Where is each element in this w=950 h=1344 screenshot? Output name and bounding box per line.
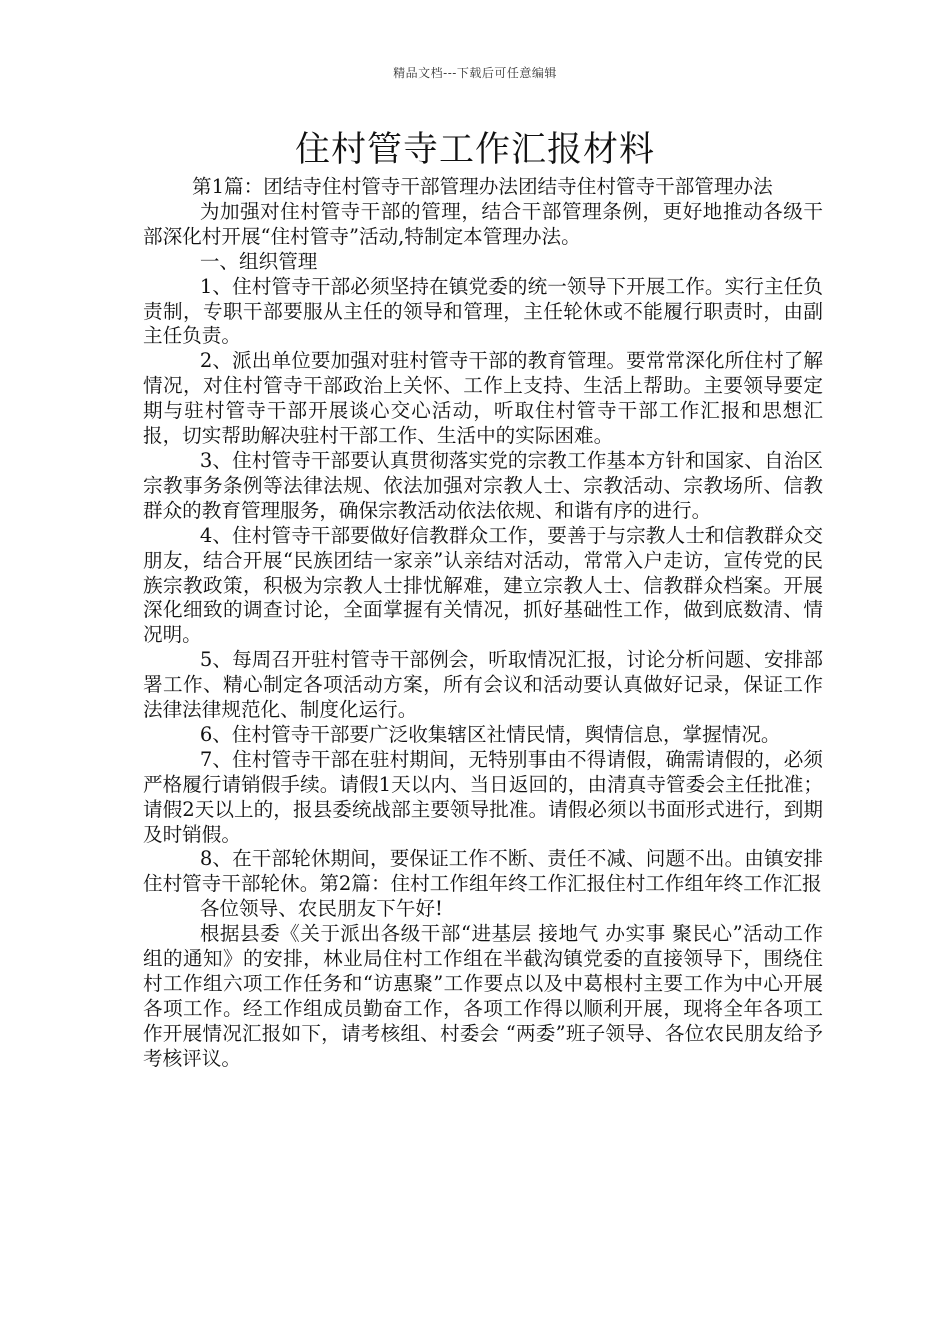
paragraph-greeting: 各位领导、农民朋友下午好! bbox=[199, 897, 443, 921]
paragraph-item-8: 8、在干部轮休期间，要保证工作不断、责任不减、问题不出。由镇安排住村管寺干部轮休。第2篇：住村工作组年终工作汇报住村工作组年终工作汇报 bbox=[143, 847, 823, 896]
paragraph-item-7: 7、住村管寺干部在驻村期间，无特别事由不得请假，确需请假的，必须严格履行请销假手续。请假1天以内、当日返回的，由清真寺管委会主任批准；请假2天以上的，报县委统战部主要领导批准。请假必须以书面形式进行，到期及时销假。 bbox=[143, 747, 823, 846]
paragraph-item-2: 2、派出单位要加强对驻村管寺干部的教育管理。要常常深化所住村了解情况，对住村管寺干部政治上关怀、工作上支持、生活上帮助。主要领导要定期与驻村管寺干部开展谈心交心活动，听取住村管寺干部工作汇报和思想汇报，切实帮助解决驻村干部工作、生活中的实际困难。 bbox=[143, 349, 823, 448]
paragraph-part-heading: 第1篇：团结寺住村管寺干部管理办法团结寺住村管寺干部管理办法 bbox=[192, 175, 773, 198]
paragraph-item-6: 6、住村管寺干部要广泛收集辖区社情民情，舆情信息，掌握情况。 bbox=[199, 722, 781, 746]
paragraph-intro: 为加强对住村管寺干部的管理，结合干部管理条例，更好地推动各级干部深化村开展“住村管寺”活动,特制定本管理办法。 bbox=[143, 199, 823, 248]
page-header: 精品文档---下载后可任意编辑 bbox=[393, 66, 557, 80]
section-heading: 一、组织管理 bbox=[199, 249, 318, 273]
document-title: 住村管寺工作汇报材料 bbox=[294, 130, 655, 170]
paragraph-report-intro: 根据县委《关于派出各级干部“进基层 接地气 办实事 聚民心”活动工作组的通知》的安排，林业局住村工作组在半截沟镇党委的直接领导下，围绕住村工作组六项工作任务和“访惠聚”工作要点以及中葛根村主要工作为中心开展各项工作。经工作组成员勤奋工作，各项工作得以顺利开展，现将全年各项工作开展情况汇报如下，请考核组、村委会 “两委”班子领导、各位农民朋友给予考核评议。 bbox=[143, 922, 823, 1070]
paragraph-item-1: 1、住村管寺干部必须坚持在镇党委的统一领导下开展工作。实行主任负责制，专职干部要服从主任的领导和管理，主任轮休或不能履行职责时，由副主任负责。 bbox=[143, 274, 823, 348]
paragraph-item-4: 4、住村管寺干部要做好信教群众工作，要善于与宗教人士和信教群众交朋友，结合开展“民族团结一家亲”认亲结对活动，常常入户走访，宣传党的民族宗教政策，积极为宗教人士排忧解难，建立宗教人士、信教群众档案。开展深化细致的调查讨论，全面掌握有关情况，抓好基础性工作，做到底数清、情况明。 bbox=[143, 523, 823, 647]
paragraph-item-5: 5、每周召开驻村管寺干部例会，听取情况汇报，讨论分析问题、安排部署工作、精心制定各项活动方案，所有会议和活动要认真做好记录，保证工作法律法律规范化、制度化运行。 bbox=[143, 648, 823, 722]
paragraph-item-3: 3、住村管寺干部要认真贯彻落实党的宗教工作基本方针和国家、自治区宗教事务条例等法律法规、依法加强对宗教人士、宗教活动、宗教场所、信教群众的教育管理服务，确保宗教活动依法依规、和谐有序的进行。 bbox=[143, 448, 823, 522]
document-body bbox=[143, 175, 823, 1072]
